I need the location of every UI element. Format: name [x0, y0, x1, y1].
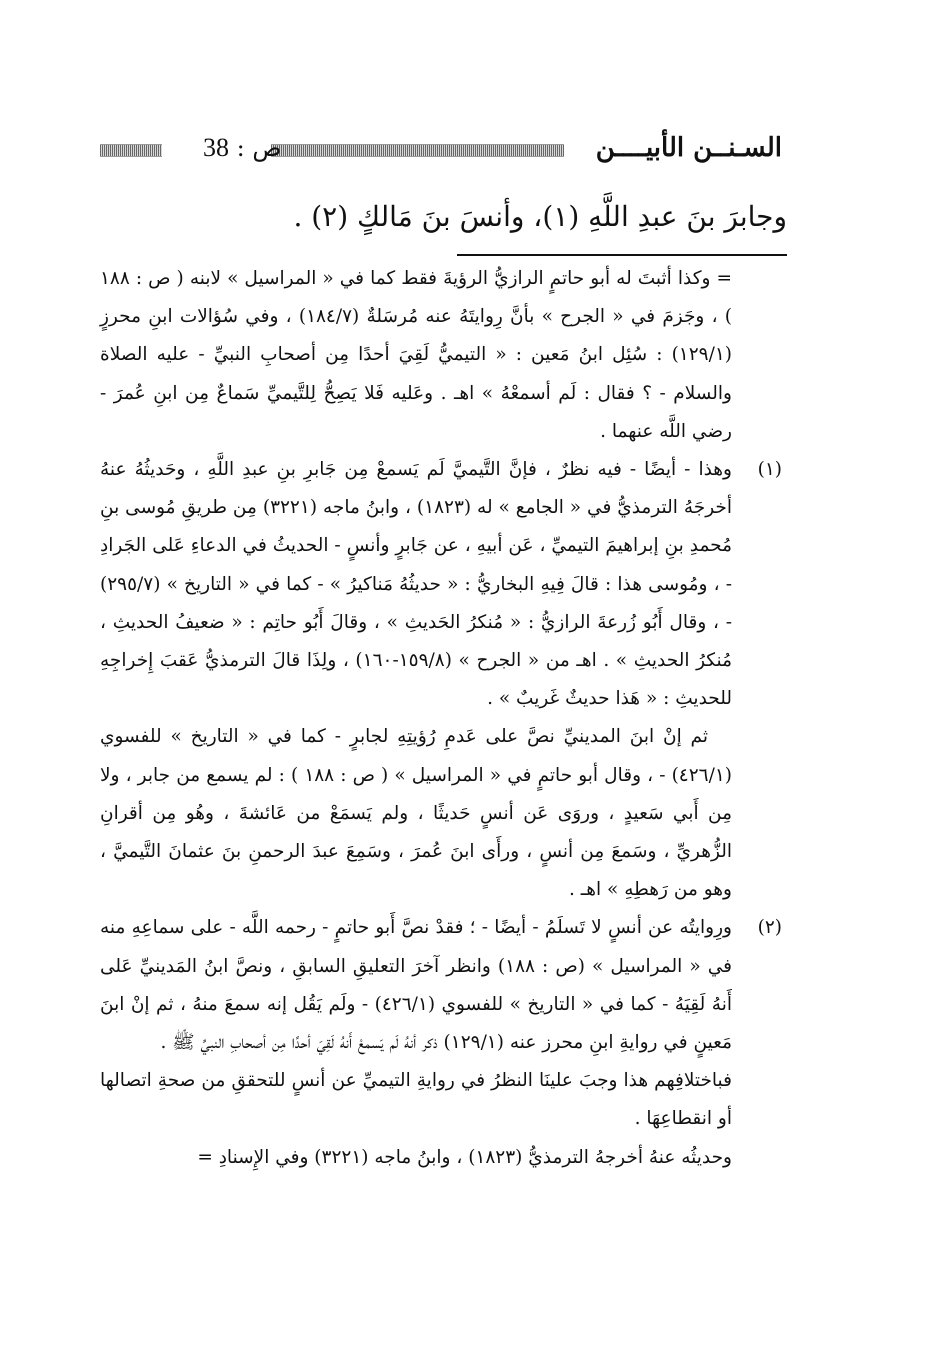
- footnote-continuation: = وكذا أثبتَ له أبو حاتمٍ الرازيُّ الرؤيةَ فقط كما في « المراسيل » لابنه ( ص : ١٨٨ ) ، وجَزمَ في « الجرح » بأنَّ رِوايتَهُ عنه مُرسَلةٌ (١٨٤/٧) ، وفي سُؤالات ابنِ محرزٍ (١٢٩/١) : سُئِل ابنُ مَعين : « التيميُّ لَقِيَ أحدًا مِن أصحابِ النبيِّ - عليه الصلاة والسلام - ؟ فقال : لَم أسمعْهُ » اهـ . وعَليه فَلا يَصِحُّ لِلتَّيميِّ سَماعٌ مِن ابنِ عُمرَ - رضي اللَّه عنهما .: [100, 268, 732, 442]
- footnote-marker: (١): [757, 459, 782, 481]
- header-ornament-middle: [271, 144, 561, 157]
- footnote-1: [100, 451, 782, 718]
- footnote-marker: (٢): [757, 917, 782, 939]
- header-ornament-left: [100, 144, 162, 157]
- footnote-paragraph: ثم إنْ ابنَ المدينيِّ نصَّ على عَدمِ رُؤيتِهِ لجابرٍ - كما في « التاريخ » للفسوي (٤٢٦/١) - ، وقال أبو حاتمٍ في « المراسيل » ( ص : ١٨٨ ) : لم يسمع من جابر ، ولا مِن أَبي سَعيدٍ ، وروَى عَن أنسٍ حَديثًا ، ولم يَسمَعْ من عَائشةَ ، وهُو مِن أقرانِ الزُّهريِّ ، وسَمعَ مِن أنسٍ ، ورأَى ابنَ عُمرَ ، وسَمِعَ عبدَ الرحمنِ بنَ عثمانَ التَّيميَّ ، وهو من رَهطِهِ » اهـ .: [100, 726, 732, 901]
- footnote-paragraph: فباختلافِهم هذا وجبَ علينَا النظرُ في روايةِ التيميِّ عن أنسٍ للتحققِ من صحةِ اتصالها أو انقطاعِهَا .: [100, 1070, 732, 1130]
- footnote-paragraph: وهذا - أيضًا - فيه نظرٌ ، فإنَّ التَّيميَّ لَم يَسمعْ مِن جَابرِ بنِ عبدِ اللَّهِ ، وحَديثُهُ عنهُ أخرجَهُ الترمذيُّ في « الجامع » له (١٨٢٣) ، وابنُ ماجه (٣٢٢١) مِن طريقِ مُوسى بنِ مُحمدِ بنِ إبراهيمَ التيميِّ ، عَن أبيهِ ، عن جَابرٍ وأنسٍ - الحديثُ في الدعاءِ عَلى الجَرادِ - ، ومُوسى هذا : قالَ فِيهِ البخاريُّ : « حديثُهُ مَناكيرُ » - كما في « التاريخ » (٢٩٥/٧) - ، وقال أَبُو زُرعةَ الرازيُّ : « مُنكرُ الحَديثِ » ، وقالَ أَبُو حاتِم : « ضعيفُ الحديثِ ، مُنكرُ الحديثِ » . اهـ من « الجرح » (١٥٩/٨-١٦٠) ، ولِذَا قالَ الترمذيُّ عَقبَ إِخراجِهِ للحديثِ : « هَذا حديثٌ غَريبٌ » .: [100, 459, 732, 710]
- footnotes: [100, 260, 782, 1177]
- footnote-paragraph: ورِوايتُه عن أنسٍ لا تَسلَمُ - أيضًا - ؛ فقدْ نصَّ أَبو حاتمٍ - رحمه اللَّه - على سماعِهِ منه في « المراسيل » (ص : ١٨٨) وانظر آخرَ التعليقِ السابقِ ، ونصَّ ابنُ المَدينيِّ عَلى أَنهُ لَقِيَهُ - كما في « التاريخ » للفسوي (٤٢٦/١) - ولَم يَقُل إنه سمعَ منهُ ، ثم إنْ ابنَ مَعينٍ في روايةِ ابنِ محرز عنه (١٢٩/١) ذكر أنهُ لَم يَسمعْ أَنهُ لَقِيَ أحدًا مِن أصحابِ النبيِّ ﷺ .: [100, 917, 732, 1054]
- main-text: وجابرَ بنَ عبدِ اللَّهِ (١)، وأنسَ بنَ مَالكٍ (٢) .: [293, 200, 787, 233]
- footnote-separator: [457, 254, 787, 256]
- page-number: 38: [203, 133, 229, 162]
- running-header: [100, 128, 782, 168]
- page-label: ص :: [229, 134, 282, 162]
- footnote-2: [100, 909, 782, 1062]
- book-title: السـنــن الأبيــــن: [595, 133, 782, 163]
- page-indicator: [203, 128, 281, 168]
- footnote-paragraph: وحديثُه عنهُ أخرجهُ الترمذيُّ (١٨٢٣) ، وابنُ ماجه (٣٢٢١) وفي الإِسنادِ =: [197, 1146, 732, 1168]
